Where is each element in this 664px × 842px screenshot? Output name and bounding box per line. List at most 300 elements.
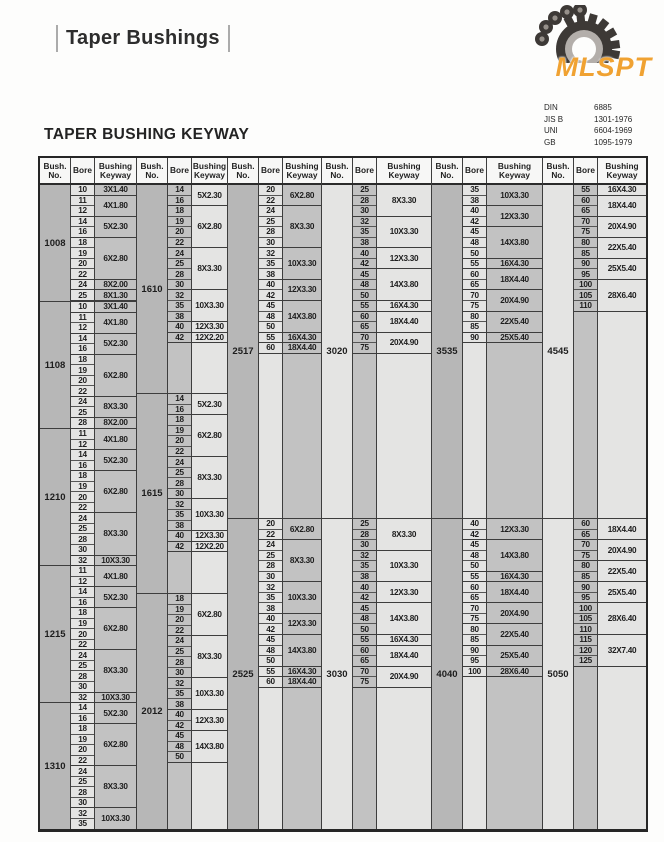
bore-cell: 24 [78, 397, 87, 407]
bore-cell: 35 [168, 509, 191, 520]
bushing-section-1210 [40, 428, 136, 565]
bush-no-label: 1615 [141, 488, 163, 499]
empty-bore-filler [259, 688, 283, 829]
keyway-cell: 18X4.40 [598, 519, 646, 539]
bore-cell: 22 [71, 268, 94, 279]
keyway-cell: 12X3.30 [377, 582, 431, 602]
keyway-cell: 16X4.30 [598, 185, 646, 195]
bore-cell: 100 [579, 280, 592, 290]
header-bushing-keyway: Bushing Keyway [285, 160, 319, 180]
empty-keyway-filler [377, 688, 431, 829]
bore-cell: 75 [463, 613, 486, 624]
bush-no-label: 1210 [44, 491, 66, 503]
keyway-group-row [574, 259, 646, 280]
keyway-group-row [259, 280, 321, 301]
bore-cell: 125 [574, 655, 597, 666]
keyway-cell: 6X2.80 [192, 206, 227, 247]
keyway-cell: 8X3.30 [192, 636, 227, 677]
bore-cell: 30 [168, 279, 191, 290]
empty-bore-filler [168, 552, 192, 593]
keyway-cell: 8X3.30 [377, 519, 431, 550]
standard-row [544, 114, 632, 126]
bore-cell: 80 [581, 238, 590, 247]
standards-list [544, 102, 632, 148]
empty-bore-filler [463, 343, 487, 518]
bore-cell: 90 [470, 645, 479, 655]
keyway-cell: 22X5.40 [487, 624, 542, 644]
keyway-group-row [71, 650, 136, 692]
bushing-section-2517 [228, 185, 321, 518]
keyway-group-row [168, 322, 227, 333]
bore-cell: 24 [175, 248, 184, 258]
bore-cell: 10 [78, 185, 87, 195]
bore-cell: 75 [353, 676, 376, 687]
bore-column [353, 667, 377, 687]
keyway-group-row [463, 582, 542, 603]
bore-cell: 85 [574, 571, 597, 582]
bore-cell: 16 [71, 460, 94, 471]
bore-cell: 42 [168, 720, 191, 731]
bore-cell: 45 [175, 731, 184, 741]
keyway-cell: 14X3.80 [283, 635, 321, 666]
empty-bore-filler [463, 677, 487, 829]
bore-cell: 22 [168, 237, 191, 248]
bore-cell: 55 [266, 666, 275, 676]
keyway-group-row [259, 333, 321, 344]
keyway-cell: 8X3.30 [95, 397, 136, 417]
bore-keyway-rows [463, 519, 542, 829]
bore-column [463, 540, 487, 571]
keyway-group-row [71, 196, 136, 217]
keyway-cell: 16X4.30 [487, 572, 542, 582]
bore-cell: 95 [463, 655, 486, 666]
bore-cell: 32 [175, 499, 184, 509]
bore-cell: 75 [574, 550, 597, 561]
keyway-group-row [574, 603, 646, 635]
bore-column [168, 415, 192, 456]
header-bore: Bore [71, 158, 95, 183]
standard-value: 6885 [594, 103, 612, 112]
taper-bushing-keyway-table [38, 156, 648, 832]
bore-column [353, 635, 377, 645]
bore-cell: 60 [470, 582, 479, 592]
keyway-group-row [463, 206, 542, 227]
header-bush-no: Bush. No. [40, 158, 71, 183]
keyway-group-row [353, 312, 431, 333]
keyway-group-row [168, 678, 227, 710]
bore-column [71, 429, 95, 449]
bore-keyway-rows [574, 185, 646, 518]
keyway-cell: 18X4.40 [283, 343, 321, 353]
bore-column [259, 614, 283, 634]
bore-cell: 28 [71, 533, 94, 544]
keyway-cell: 6X2.80 [95, 608, 136, 649]
bushing-section-2012 [137, 593, 227, 829]
bore-cell: 19 [71, 618, 94, 629]
bush-no-cell [322, 519, 353, 829]
bore-column [259, 206, 283, 247]
empty-cell-filler [353, 688, 431, 829]
bore-column [574, 185, 598, 195]
keyway-group-row [259, 206, 321, 248]
keyway-cell: 25X5.40 [487, 333, 542, 343]
bore-column [71, 355, 95, 396]
standard-row [544, 102, 632, 114]
bore-cell: 45 [360, 603, 369, 613]
keyway-group-row [71, 808, 136, 829]
bore-cell: 30 [353, 205, 376, 216]
keyway-cell: 10X3.30 [95, 556, 136, 565]
keyway-group-row [168, 636, 227, 678]
empty-bore-filler [353, 354, 377, 518]
bore-keyway-rows [168, 185, 227, 393]
keyway-group-row [574, 185, 646, 196]
keyway-group-row [168, 185, 227, 206]
bore-column [71, 566, 95, 586]
bore-cell: 70 [581, 216, 590, 226]
keyway-cell: 5X2.30 [95, 217, 136, 237]
keyway-cell: 4X1.80 [95, 313, 136, 333]
bore-cell: 14 [78, 703, 87, 713]
keyway-group-row [463, 646, 542, 667]
keyway-group-row [168, 542, 227, 553]
keyway-cell: 25X5.40 [487, 646, 542, 666]
bore-column [71, 766, 95, 807]
keyway-cell: 20X4.90 [377, 667, 431, 687]
keyway-group-row [463, 290, 542, 311]
bore-column [259, 280, 283, 300]
bore-cell: 22 [168, 625, 191, 636]
bore-cell: 20 [266, 519, 275, 529]
bore-column [463, 206, 487, 226]
bore-cell: 90 [581, 259, 590, 269]
bore-cell: 25 [360, 519, 369, 529]
bore-cell: 45 [470, 540, 479, 550]
bush-no-label: 2012 [141, 706, 163, 717]
bore-column [463, 312, 487, 332]
bore-cell: 24 [78, 280, 87, 290]
bore-cell: 65 [463, 279, 486, 290]
keyway-cell: 6X2.80 [192, 415, 227, 456]
bore-column [353, 217, 377, 248]
header-bore: Bore [259, 158, 283, 183]
keyway-cell: 10X3.30 [192, 499, 227, 530]
bore-cell: 85 [463, 321, 486, 332]
keyway-cell: 8X3.30 [283, 540, 321, 581]
bore-cell: 45 [360, 269, 369, 279]
keyway-group-row [168, 457, 227, 499]
bore-cell: 48 [463, 237, 486, 248]
bore-keyway-rows [353, 519, 431, 829]
header-bushing-keyway: Bushing Keyway [98, 160, 133, 180]
bore-cell: 65 [574, 205, 597, 216]
keyway-group-row [168, 731, 227, 763]
keyway-cell: 3X1.40 [95, 185, 136, 195]
bore-cell: 25 [360, 185, 369, 195]
keyway-cell: 22X5.40 [598, 561, 646, 581]
bush-no-label: 3030 [326, 668, 348, 680]
bore-cell: 14 [78, 216, 87, 226]
bore-column [71, 587, 95, 607]
section-heading: TAPER BUSHING KEYWAY [44, 126, 250, 143]
keyway-cell: 20X4.90 [487, 290, 542, 310]
table-header-row [543, 158, 646, 185]
bore-column [71, 556, 95, 565]
header-bore: Bore [353, 158, 377, 183]
bore-column [259, 343, 283, 353]
bore-cell: 60 [581, 519, 590, 529]
bore-cell: 55 [360, 301, 369, 311]
page-title: Taper Bushings [66, 27, 220, 49]
bore-cell: 48 [463, 550, 486, 561]
bushing-section-1615 [137, 393, 227, 593]
page-title-block [56, 25, 230, 52]
standard-row [544, 137, 632, 149]
bore-column [463, 667, 487, 677]
keyway-group-row [71, 418, 136, 428]
bore-cell: 80 [470, 624, 479, 634]
table-header-row [137, 158, 227, 185]
keyway-group-row [168, 290, 227, 322]
bore-column [71, 196, 95, 216]
keyway-cell: 16X4.30 [283, 667, 321, 677]
bore-cell: 115 [579, 635, 592, 645]
keyway-group-row [71, 608, 136, 650]
bore-column [71, 693, 95, 702]
keyway-cell: 10X3.30 [283, 582, 321, 613]
keyway-group-row [71, 471, 136, 513]
bore-cell: 80 [470, 311, 479, 321]
keyway-cell: 12X3.30 [487, 519, 542, 539]
bore-cell: 35 [168, 688, 191, 699]
bore-cell: 24 [266, 206, 275, 216]
empty-keyway-filler [192, 343, 227, 393]
bore-column [463, 646, 487, 666]
empty-bore-filler [574, 667, 598, 829]
bore-cell: 55 [360, 635, 369, 645]
bore-cell: 60 [581, 195, 590, 205]
keyway-group-row [71, 566, 136, 587]
bore-cell: 42 [353, 258, 376, 269]
keyway-cell: 8X3.30 [95, 650, 136, 691]
keyway-cell: 12X2.20 [192, 333, 227, 343]
bore-column [353, 301, 377, 311]
header-bushing-keyway: Bushing Keyway [387, 160, 421, 180]
keyway-group-row [71, 238, 136, 280]
bore-cell: 48 [168, 741, 191, 752]
bush-no-label: 5050 [547, 668, 569, 680]
bore-cell: 75 [574, 226, 597, 237]
keyway-group-row [574, 582, 646, 603]
bore-cell: 16 [71, 597, 94, 608]
keyway-cell: 20X4.90 [598, 540, 646, 560]
bore-column [259, 582, 283, 613]
bore-cell: 35 [259, 258, 282, 269]
standard-value: 1095-1979 [594, 137, 633, 147]
keyway-group-row [574, 280, 646, 312]
keyway-cell: 6X2.80 [95, 238, 136, 279]
bush-no-label: 2525 [232, 668, 254, 680]
bore-column [463, 269, 487, 289]
bore-cell: 55 [266, 332, 275, 342]
keyway-cell: 14X3.80 [283, 301, 321, 332]
bore-column [71, 608, 95, 649]
bush-no-cell [432, 519, 463, 829]
keyway-cell: 8X3.30 [95, 513, 136, 554]
bore-cell: 18 [175, 415, 184, 425]
keyway-cell: 14X3.80 [487, 227, 542, 258]
bore-cell: 12 [71, 322, 94, 333]
keyway-group-row [259, 635, 321, 667]
table-header-row [228, 158, 321, 185]
bore-keyway-rows [71, 429, 136, 565]
bore-column [259, 333, 283, 343]
bush-no-cell [543, 519, 574, 829]
bore-cell: 105 [574, 613, 597, 624]
empty-cell-filler [574, 312, 646, 518]
bore-column [463, 603, 487, 623]
bore-cell: 28 [353, 195, 376, 206]
keyway-cell: 12X3.30 [192, 710, 227, 730]
standard-value: 6604-1969 [594, 126, 633, 135]
empty-keyway-filler [283, 354, 321, 518]
keyway-group-row [353, 582, 431, 603]
bore-keyway-rows [168, 594, 227, 829]
keyway-cell: 8X3.30 [192, 248, 227, 289]
bore-column [463, 333, 487, 343]
bore-cell: 16 [71, 226, 94, 237]
keyway-cell: 6X2.80 [283, 519, 321, 539]
bore-cell: 14 [78, 450, 87, 460]
keyway-group-row [71, 450, 136, 471]
empty-keyway-filler [487, 677, 542, 829]
keyway-group-row [259, 185, 321, 206]
bore-cell: 40 [470, 206, 479, 216]
bore-cell: 25 [78, 290, 87, 300]
keyway-cell: 18X4.40 [487, 582, 542, 602]
bore-column [353, 248, 377, 268]
bore-cell: 70 [360, 666, 369, 676]
keyway-cell: 4X1.80 [95, 566, 136, 586]
bore-cell: 90 [470, 332, 479, 342]
bore-column [71, 471, 95, 512]
keyway-cell: 8X3.30 [192, 457, 227, 498]
bore-cell: 25 [71, 660, 94, 671]
bore-cell: 80 [581, 561, 590, 571]
bore-cell: 48 [259, 311, 282, 322]
bore-cell: 25 [71, 776, 94, 787]
bore-cell: 35 [168, 300, 191, 311]
bore-cell: 70 [470, 290, 479, 300]
empty-keyway-filler [487, 343, 542, 518]
bore-cell: 25 [259, 216, 282, 227]
empty-keyway-filler [377, 354, 431, 518]
bore-cell: 28 [168, 268, 191, 279]
empty-bore-filler [168, 763, 192, 829]
keyway-group-row [71, 397, 136, 418]
bore-cell: 20 [71, 628, 94, 639]
bore-column [353, 269, 377, 300]
bore-column [463, 290, 487, 310]
standard-row [544, 125, 632, 137]
bush-no-cell [40, 185, 71, 301]
keyway-cell: 12X3.30 [377, 248, 431, 268]
keyway-cell: 6X2.80 [95, 355, 136, 396]
bore-cell: 12 [71, 576, 94, 587]
bore-column [463, 519, 487, 539]
bore-keyway-rows [259, 185, 321, 518]
bore-cell: 38 [168, 698, 191, 709]
bore-cell: 30 [71, 544, 94, 555]
bore-cell: 120 [574, 645, 597, 656]
bore-column [353, 333, 377, 353]
bore-cell: 18 [78, 238, 87, 247]
keyway-group-row [353, 248, 431, 269]
bore-column [574, 519, 598, 539]
bore-column [574, 217, 598, 237]
keyway-cell: 10X3.30 [192, 678, 227, 709]
keyway-cell: 12X3.30 [192, 322, 227, 332]
bore-cell: 42 [259, 623, 282, 634]
keyway-group-row [353, 667, 431, 688]
keyway-group-row [259, 519, 321, 540]
header-bush-no: Bush. No. [322, 158, 353, 183]
bore-column [168, 542, 192, 552]
bore-column [168, 185, 192, 205]
keyway-group-row [71, 693, 136, 702]
bore-cell: 35 [353, 226, 376, 237]
empty-cell-filler [168, 552, 227, 593]
bushing-section-5050 [543, 518, 646, 829]
keyway-cell: 8X2.00 [95, 418, 136, 428]
keyway-group-row [353, 333, 431, 354]
bore-cell: 40 [360, 248, 369, 258]
keyway-cell: 4X1.80 [95, 429, 136, 449]
bore-cell: 32 [175, 290, 184, 300]
bore-keyway-rows [71, 703, 136, 829]
bore-column [71, 724, 95, 765]
bore-column [71, 703, 95, 723]
keyway-cell: 6X2.80 [95, 724, 136, 765]
bore-cell: 19 [71, 364, 94, 375]
bush-no-label: 1215 [44, 628, 66, 640]
bore-cell: 28 [259, 560, 282, 571]
bore-column [463, 582, 487, 602]
keyway-cell: 20X4.90 [487, 603, 542, 623]
bore-cell: 20 [168, 614, 191, 625]
table-header-row [432, 158, 542, 185]
bore-cell: 18 [78, 724, 87, 734]
keyway-cell: 18X4.40 [598, 196, 646, 216]
bore-column [574, 259, 598, 279]
bore-column [168, 710, 192, 730]
bore-cell: 32 [360, 216, 369, 226]
empty-cell-filler [168, 343, 227, 393]
bushing-section-3030 [322, 518, 431, 829]
table-column-group-4 [321, 158, 431, 829]
bore-cell: 60 [470, 269, 479, 279]
bore-column [353, 582, 377, 602]
bore-cell: 95 [574, 592, 597, 603]
header-bush-no: Bush. No. [432, 158, 463, 183]
bore-cell: 19 [168, 604, 191, 615]
keyway-cell: 28X6.40 [487, 667, 542, 677]
bore-cell: 75 [353, 342, 376, 353]
keyway-group-row [71, 355, 136, 397]
keyway-cell: 5X2.30 [95, 587, 136, 607]
keyway-group-row [71, 724, 136, 766]
keyway-cell: 3X1.40 [95, 302, 136, 312]
